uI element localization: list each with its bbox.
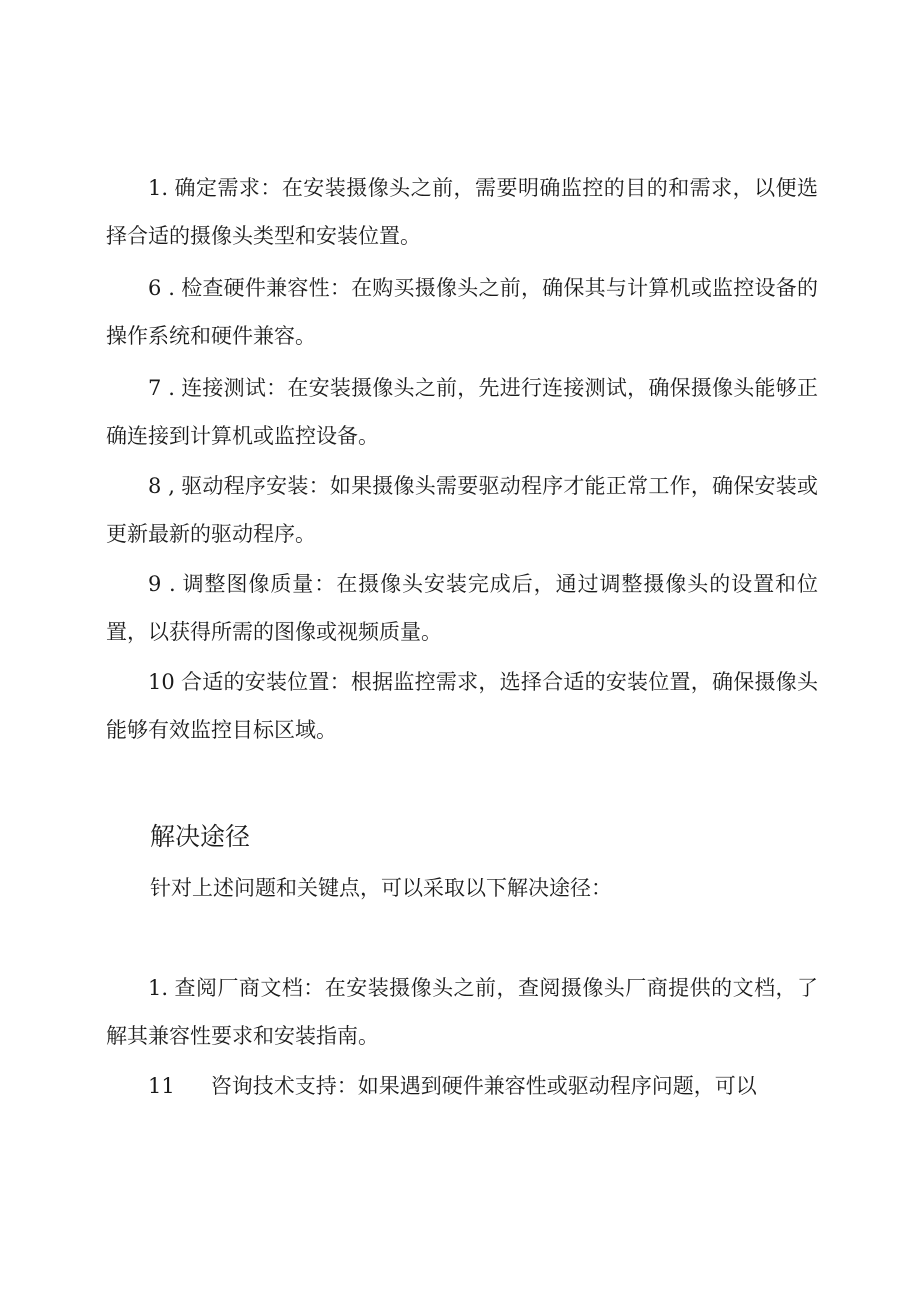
step-number: 6 . bbox=[148, 276, 175, 300]
step-paragraph-8 bbox=[106, 462, 818, 558]
step-text: 连接测试：在安装摄像头之前，先进行连接测试，确保摄像头能够正确连接到计算机或监控设备。 bbox=[106, 376, 818, 448]
step-paragraph-10 bbox=[106, 658, 818, 754]
solution-text: 查阅厂商文档：在安装摄像头之前，查阅摄像头厂商提供的文档，了解其兼容性要求和安装指南。 bbox=[106, 976, 818, 1048]
step-text: 合适的安装位置：根据监控需求，选择合适的安装位置，确保摄像头能够有效监控目标区域。 bbox=[106, 670, 818, 742]
step-number: 7 . bbox=[148, 376, 175, 400]
step-paragraph-6 bbox=[106, 264, 818, 360]
step-paragraph-7 bbox=[106, 364, 818, 460]
step-paragraph-1 bbox=[106, 164, 818, 260]
section-intro: 针对上述问题和关键点，可以采取以下解决途径： bbox=[150, 876, 612, 900]
step-text: 确定需求：在安装摄像头之前，需要明确监控的目的和需求，以便选择合适的摄像头类型和安装位置。 bbox=[106, 176, 818, 248]
solution-number: 11 bbox=[148, 1074, 175, 1098]
step-text: 驱动程序安装：如果摄像头需要驱动程序才能正常工作，确保安装或更新最新的驱动程序。 bbox=[106, 474, 818, 546]
step-text: 调整图像质量：在摄像头安装完成后，通过调整摄像头的设置和位置，以获得所需的图像或视频质量。 bbox=[106, 572, 818, 644]
step-number: 9 . bbox=[148, 572, 176, 596]
solution-text: 咨询技术支持：如果遇到硬件兼容性或驱动程序问题，可以 bbox=[210, 1074, 757, 1098]
step-number: 10 bbox=[148, 670, 175, 694]
solution-paragraph-11 bbox=[106, 1062, 818, 1110]
solution-number: 1. bbox=[148, 976, 169, 1000]
step-number: 8 , bbox=[148, 474, 175, 498]
step-paragraph-9 bbox=[106, 560, 818, 656]
step-text: 检查硬件兼容性：在购买摄像头之前，确保其与计算机或监控设备的操作系统和硬件兼容。 bbox=[106, 276, 818, 348]
step-number: 1. bbox=[148, 176, 169, 200]
solution-paragraph-1 bbox=[106, 964, 818, 1060]
section-heading: 解决途径 bbox=[150, 822, 251, 851]
